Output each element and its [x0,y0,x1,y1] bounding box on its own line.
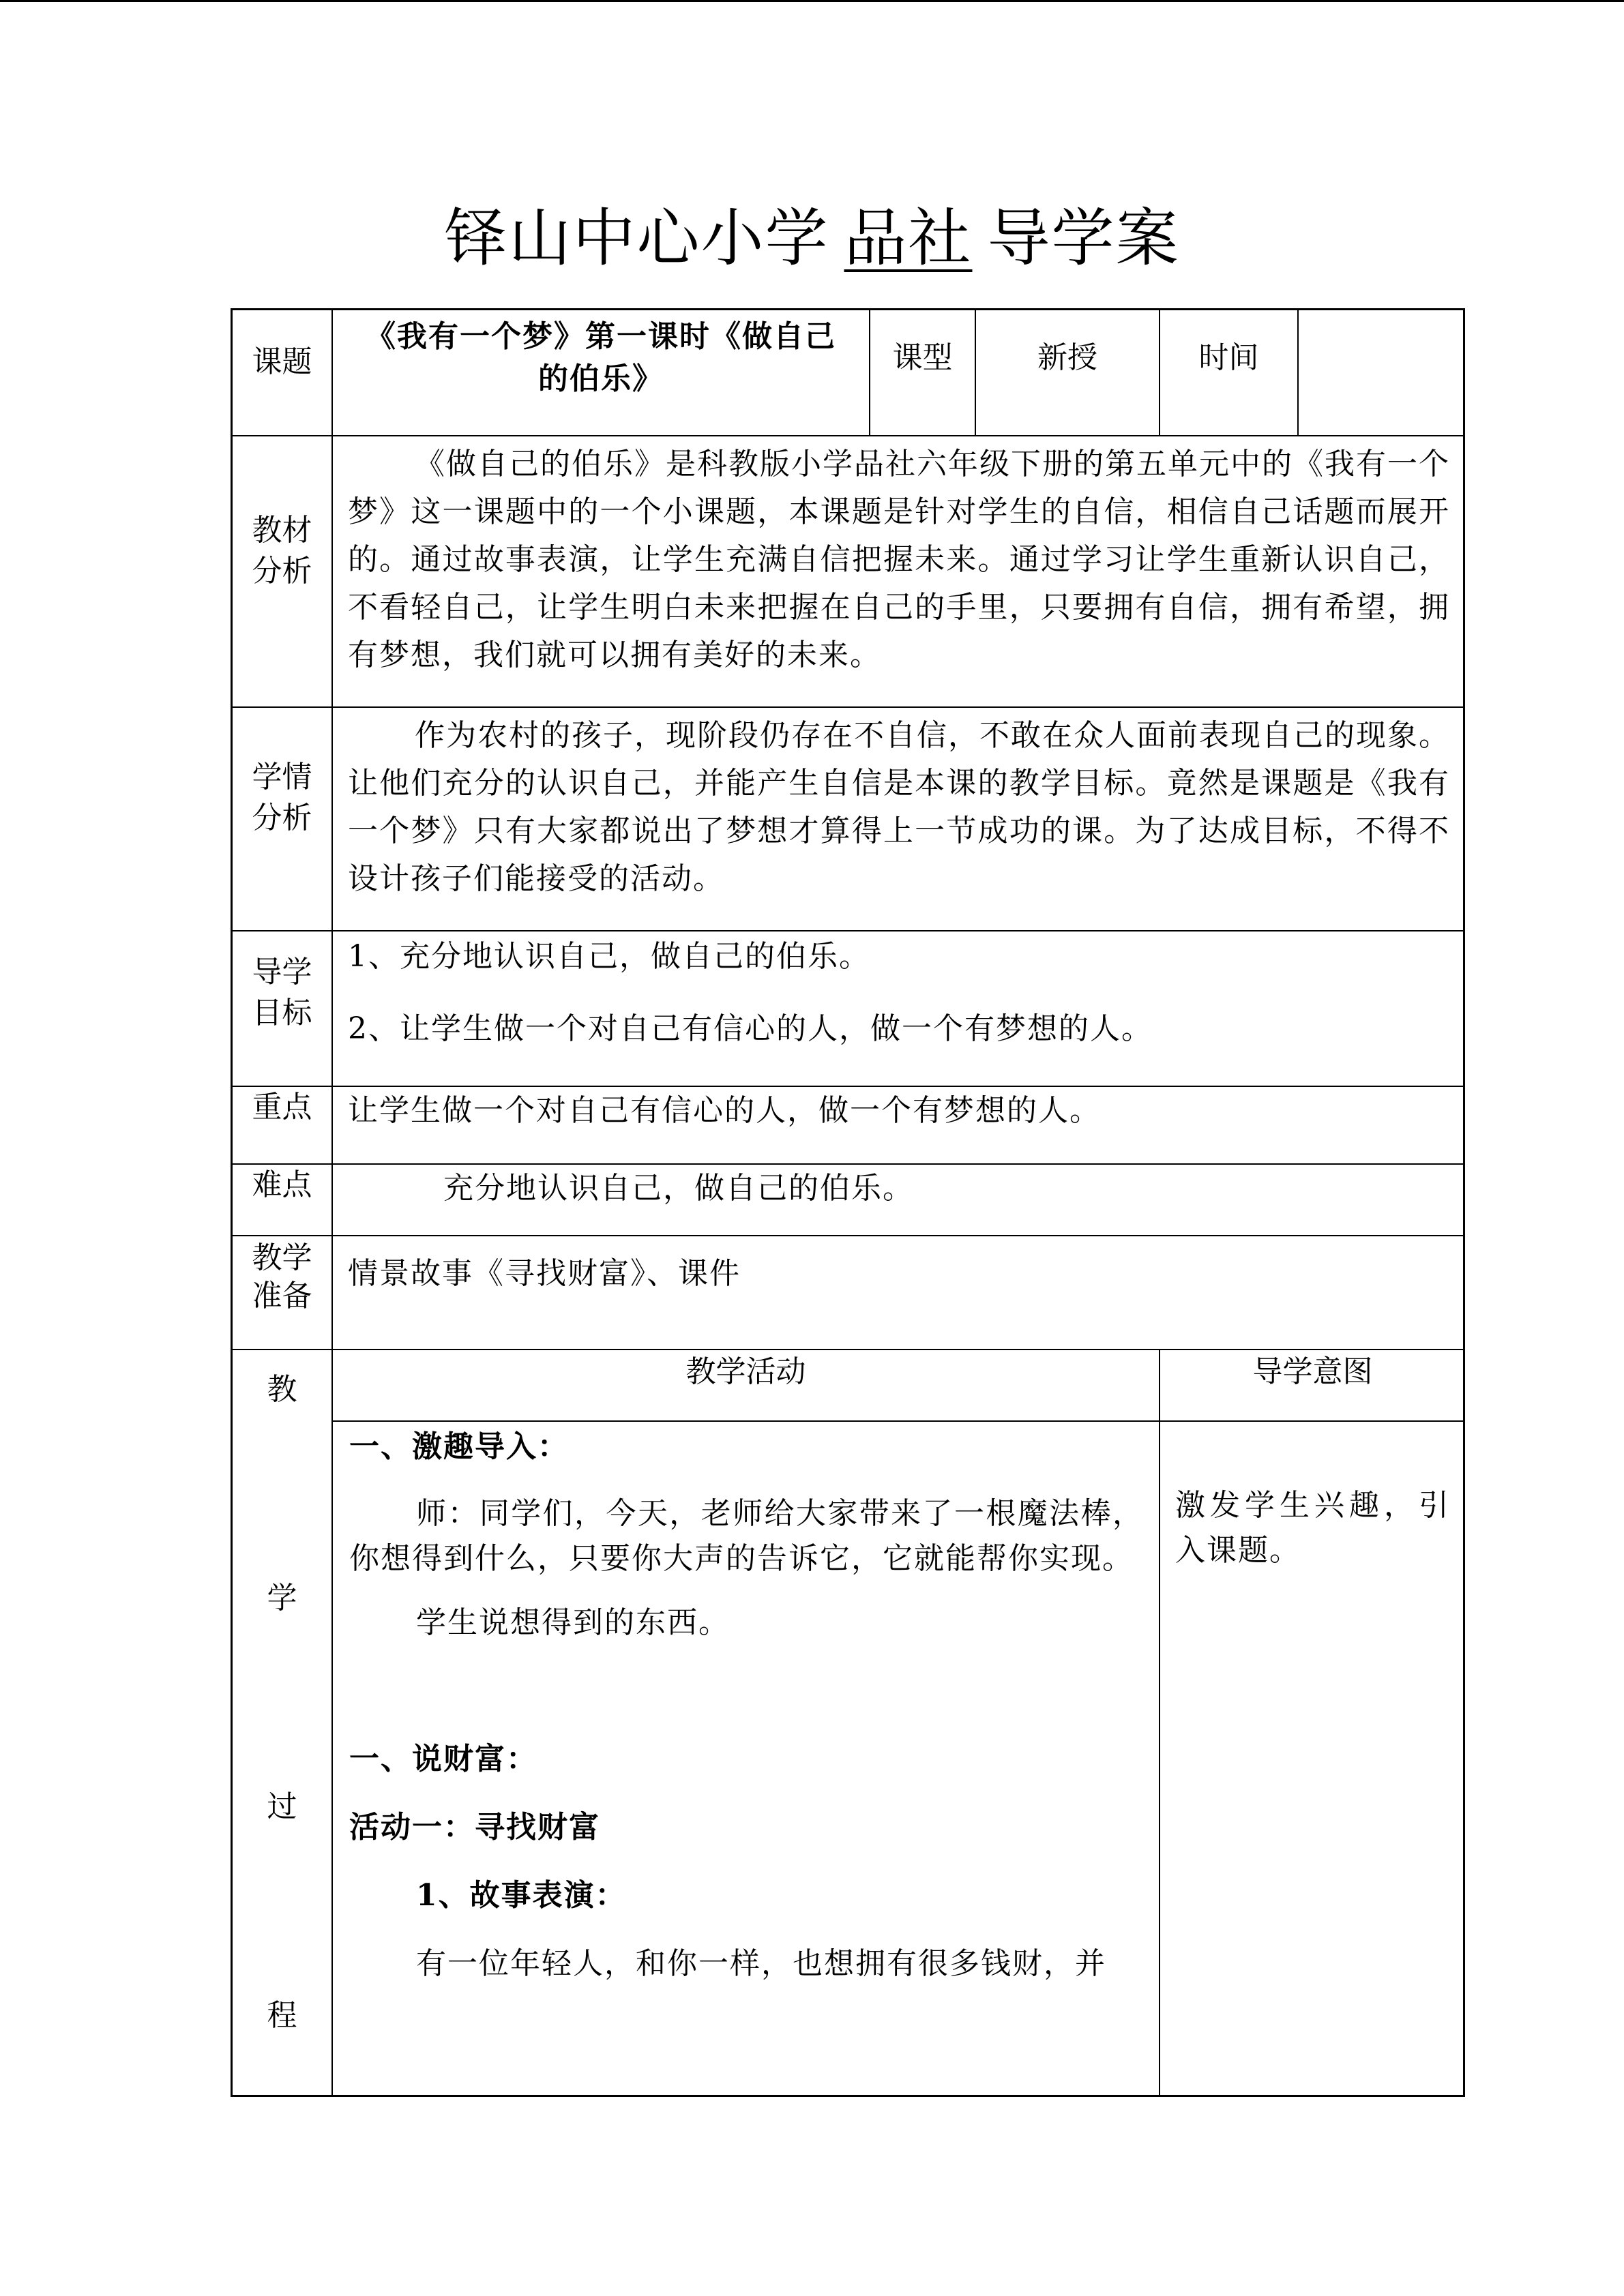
goals-label: 导学目标 [233,931,333,1087]
student-text: 学生说想得到的东西。 [416,1605,730,1640]
topic-label: 课题 [233,310,333,436]
goal-item-2: 2、让学生做一个对自己有信心的人，做一个有梦想的人。 [348,1011,1153,1046]
difficulty-label: 难点 [233,1165,333,1236]
wealth-heading: 一、说财富： [349,1742,537,1776]
type-value: 新授 [976,310,1160,436]
intro-heading: 一、激趣导入： [349,1429,569,1464]
time-value [1299,310,1465,436]
story-text: 有一位年轻人，和你一样，也想拥有很多钱财，并 [416,1946,1106,1981]
process-char-3: 过 [267,1789,297,1824]
intro-text: 师：同学们，今天，老师给大家带来了一根魔法棒，你想得到什么，只要你大声的告诉它，它就能帮你实现。 [349,1496,1144,1576]
process-char-1: 教 [267,1372,297,1407]
page-title [0,194,1624,283]
material-label: 教材分析 [233,436,333,708]
process-char-4: 程 [267,1998,297,2033]
lesson-plan-table [231,308,1465,2097]
students-text: 作为农村的孩子，现阶段仍存在不自信，不敢在众人面前表现自己的现象。让他们充分的认识自己，并能产生自信是本课的教学目标。竟然是课题是《我有一个梦》只有大家都说出了梦想才算得上一节成功的课。为了达成目标，不得不设计孩子们能接受的活动。 [333,708,1465,931]
activity-header: 教学活动 [333,1350,1160,1422]
title-subject: 品社 [844,202,973,275]
material-text: 《做自己的伯乐》是科教版小学品社六年级下册的第五单元中的《我有一个梦》这一课题中的一个小课题，本课题是针对学生的自信，相信自己话题而展开的。通过故事表演，让学生充满自信把握未来。通过学习让学生重新认识自己，不看轻自己，让学生明白未来把握在自己的手里，只要拥有自信，拥有希望，拥有梦想，我们就可以拥有美好的未来。 [333,436,1465,708]
intent-content: 激发学生兴趣，引入课题。 [1175,1488,1450,1568]
type-label: 课型 [870,310,976,436]
difficulty-text: 充分地认识自己，做自己的伯乐。 [333,1165,1465,1236]
students-label: 学情分析 [233,708,333,931]
activity-content [333,1422,1160,2097]
preparation-label: 教学准备 [233,1236,333,1350]
goals-text [333,931,1465,1087]
key-point-label: 重点 [233,1087,333,1165]
time-label: 时间 [1160,310,1299,436]
preparation-text: 情景故事《寻找财富》、课件 [333,1236,1465,1350]
key-point-text: 让学生做一个对自己有信心的人，做一个有梦想的人。 [333,1087,1465,1165]
process-label [233,1350,333,2097]
goal-item-1: 1、充分地认识自己，做自己的伯乐。 [348,939,870,974]
page-top-border [0,0,1624,2]
story-heading: 1、故事表演： [416,1878,627,1913]
title-school: 铎山中心小学 [444,202,829,275]
topic-value: 《我有一个梦》第一课时《做自己的伯乐》 [333,310,870,436]
activity-one: 活动一：寻找财富 [349,1810,600,1845]
process-char-2: 学 [267,1581,297,1615]
intent-header: 导学意图 [1160,1350,1465,1422]
title-suffix: 导学案 [987,202,1180,275]
